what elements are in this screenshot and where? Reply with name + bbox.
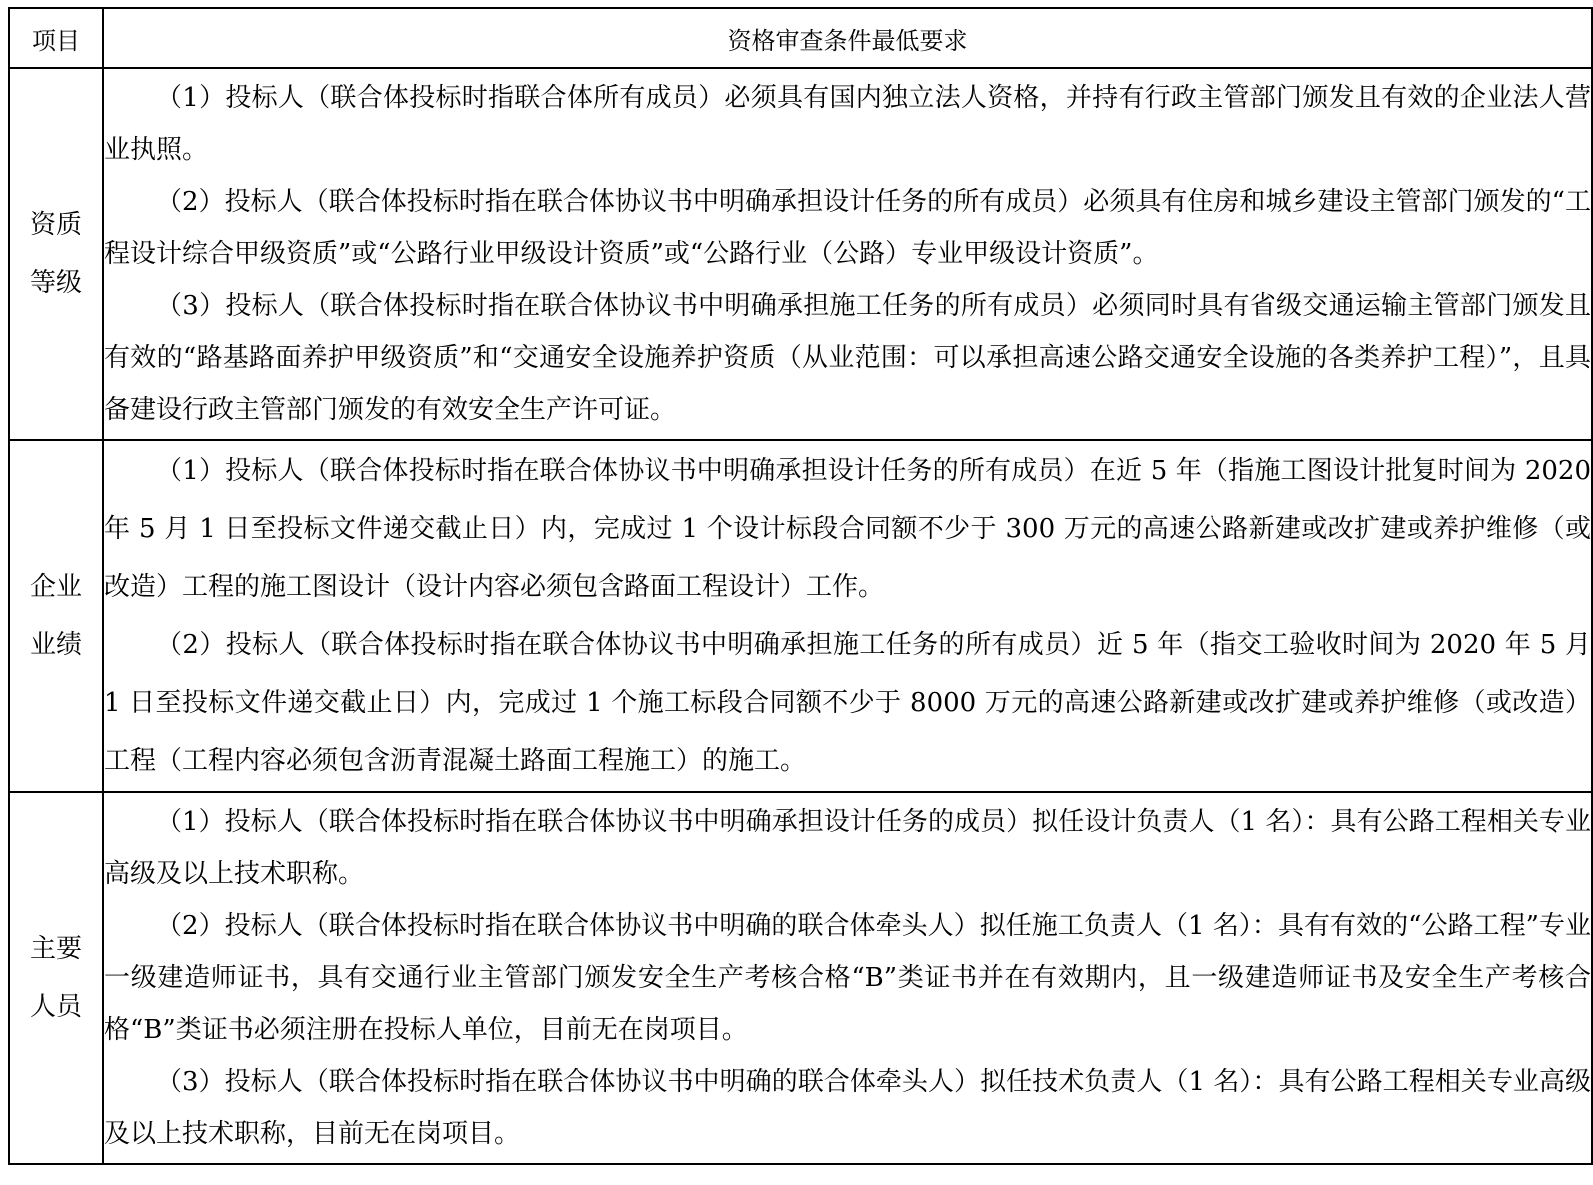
row-label-line2: 人员 xyxy=(29,992,82,1022)
table-row-performance xyxy=(9,440,1592,792)
requirements-table xyxy=(8,7,1593,1165)
requirement-paragraph: （1）投标人（联合体投标时指在联合体协议书中明确承担设计任务的成员）拟任设计负责人（1 名）：具有公路工程相关专业高级及以上技术职称。 xyxy=(104,807,1591,889)
header-requirements: 资格审查条件最低要求 xyxy=(103,8,1592,68)
row-label-line1: 资质 xyxy=(29,210,82,240)
requirement-paragraph: （2）投标人（联合体投标时指在联合体协议书中明确承担施工任务的所有成员）近 5 年（指交工验收时间为 2020 年 5 月 1 日至投标文件递交截止日）内，完成过 1 个施工标段合同额不少于 8000 万元的高速公路新建或改扩建或养护维修（或改造）工程（工程内容必须包含沥青混凝土路面工程施工）的施工。 xyxy=(104,630,1591,776)
row-label-line2: 等级 xyxy=(29,268,82,298)
row-label-line2: 业绩 xyxy=(29,630,82,660)
row-content xyxy=(103,68,1592,440)
requirement-paragraph: （1）投标人（联合体投标时指联合体所有成员）必须具有国内独立法人资格，并持有行政主管部门颁发且有效的企业法人营业执照。 xyxy=(104,83,1591,165)
requirement-paragraph: （3）投标人（联合体投标时指在联合体协议书中明确承担施工任务的所有成员）必须同时具有省级交通运输主管部门颁发且有效的“路基路面养护甲级资质”和“交通安全设施养护资质（从业范围：可以承担高速公路交通安全设施的各类养护工程）”，且具备建设行政主管部门颁发的有效安全生产许可证。 xyxy=(104,291,1591,425)
row-label xyxy=(9,68,103,440)
row-content xyxy=(103,440,1592,792)
requirement-paragraph: （1）投标人（联合体投标时指在联合体协议书中明确承担设计任务的所有成员）在近 5 年（指施工图设计批复时间为 2020 年 5 月 1 日至投标文件递交截止日）内，完成过 1 个设计标段合同额不少于 300 万元的高速公路新建或改扩建或养护维修（或改造）工程的施工图设计（设计内容必须包含路面工程设计）工作。 xyxy=(104,456,1591,602)
requirement-paragraph: （2）投标人（联合体投标时指在联合体协议书中明确的联合体牵头人）拟任施工负责人（1 名）：具有有效的“公路工程”专业一级建造师证书，具有交通行业主管部门颁发安全生产考核合格“B”类证书并在有效期内，且一级建造师证书及安全生产考核合格“B”类证书必须注册在投标人单位，目前无在岗项目。 xyxy=(104,911,1591,1045)
table-row-qualification xyxy=(9,68,1592,440)
row-label-line1: 企业 xyxy=(29,572,82,602)
row-label xyxy=(9,440,103,792)
header-item: 项目 xyxy=(9,8,103,68)
row-label xyxy=(9,792,103,1164)
row-content xyxy=(103,792,1592,1164)
requirement-paragraph: （2）投标人（联合体投标时指在联合体协议书中明确承担设计任务的所有成员）必须具有住房和城乡建设主管部门颁发的“工程设计综合甲级资质”或“公路行业甲级设计资质”或“公路行业（公路）专业甲级设计资质”。 xyxy=(104,187,1591,269)
requirement-paragraph: （3）投标人（联合体投标时指在联合体协议书中明确的联合体牵头人）拟任技术负责人（1 名）：具有公路工程相关专业高级及以上技术职称，目前无在岗项目。 xyxy=(104,1067,1591,1149)
row-label-line1: 主要 xyxy=(29,934,82,964)
header-row xyxy=(9,8,1592,68)
table-row-personnel xyxy=(9,792,1592,1164)
